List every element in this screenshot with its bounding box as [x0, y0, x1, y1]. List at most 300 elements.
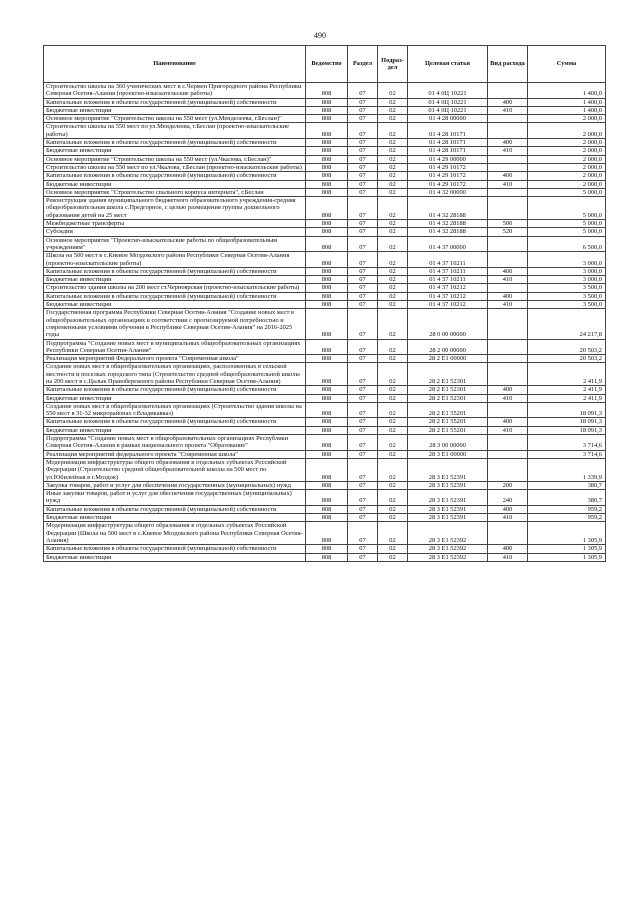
cell-podrazdel: 02	[378, 83, 408, 99]
cell-summa: 2 000,0	[528, 180, 606, 188]
cell-vedomstvo: 808	[306, 355, 348, 363]
cell-summa: 3 714,6	[528, 435, 606, 451]
cell-summa: 3 500,0	[528, 292, 606, 300]
cell-vedomstvo: 808	[306, 292, 348, 300]
cell-celevaya-statya: 01 4 0Ц 10221	[408, 83, 488, 99]
cell-vedomstvo: 808	[306, 458, 348, 481]
table-row	[44, 386, 606, 394]
cell-vedomstvo: 808	[306, 363, 348, 386]
cell-name: Реконструкция здания муниципального бюджетного образовательного учреждения-средняя общеобразовательная школа с.Предгорное, с целью размещения группы дошкольного образования детей на 25 мест	[44, 197, 306, 220]
cell-summa: 1 305,9	[528, 522, 606, 545]
cell-summa: 3 714,6	[528, 450, 606, 458]
cell-celevaya-statya: 01 4 28 00000	[408, 115, 488, 123]
cell-name: Основное мероприятие "Проектно-изыскательские работы по общеобразовательным учреждениям"	[44, 236, 306, 252]
cell-name: Строительство школы на 550 мест по ул.Чкалова, г.Беслан (проектно-изыскательские работы)	[44, 163, 306, 171]
table-row	[44, 545, 606, 553]
cell-celevaya-statya: 28 2 E1 55201	[408, 402, 488, 418]
cell-vid-rashoda: 410	[488, 276, 528, 284]
cell-celevaya-statya: 28 3 00 00000	[408, 435, 488, 451]
cell-vedomstvo: 808	[306, 188, 348, 196]
cell-podrazdel: 02	[378, 309, 408, 339]
cell-podrazdel: 02	[378, 276, 408, 284]
table-row	[44, 309, 606, 339]
cell-razdel: 07	[348, 339, 378, 355]
cell-name: Создание новых мест в общеобразовательных организациях (Строительство здания школы на 550 мест в 31-32 микрорайонах г.Владикавказ)	[44, 402, 306, 418]
cell-celevaya-statya: 28 3 E1 52391	[408, 481, 488, 489]
cell-celevaya-statya: 01 4 29 10172	[408, 163, 488, 171]
cell-podrazdel: 02	[378, 402, 408, 418]
cell-name: Капитальные вложения в объекты государственной (муниципальной) собственности	[44, 545, 306, 553]
cell-vid-rashoda	[488, 197, 528, 220]
table-row	[44, 115, 606, 123]
cell-vedomstvo: 808	[306, 481, 348, 489]
table-row	[44, 450, 606, 458]
cell-vid-rashoda	[488, 363, 528, 386]
cell-razdel: 07	[348, 402, 378, 418]
cell-vid-rashoda: 410	[488, 394, 528, 402]
cell-razdel: 07	[348, 163, 378, 171]
cell-name: Бюджетные инвестиции	[44, 553, 306, 561]
cell-razdel: 07	[348, 505, 378, 513]
cell-podrazdel: 02	[378, 418, 408, 426]
cell-podrazdel: 02	[378, 458, 408, 481]
cell-name: Бюджетные инвестиции	[44, 301, 306, 309]
table-row	[44, 252, 606, 268]
table-row	[44, 363, 606, 386]
cell-celevaya-statya: 28 2 E1 55201	[408, 426, 488, 434]
table-row	[44, 458, 606, 481]
table-row	[44, 98, 606, 106]
cell-vedomstvo: 808	[306, 514, 348, 522]
cell-summa: 1 400,0	[528, 98, 606, 106]
table-row	[44, 155, 606, 163]
cell-razdel: 07	[348, 514, 378, 522]
table-row	[44, 426, 606, 434]
table-row	[44, 284, 606, 292]
cell-vedomstvo: 808	[306, 139, 348, 147]
cell-celevaya-statya: 01 4 0Ц 10221	[408, 106, 488, 114]
cell-vedomstvo: 808	[306, 252, 348, 268]
cell-name: Бюджетные инвестиции	[44, 180, 306, 188]
cell-podrazdel: 02	[378, 267, 408, 275]
cell-vedomstvo: 808	[306, 83, 348, 99]
cell-celevaya-statya: 01 4 37 10212	[408, 284, 488, 292]
cell-name: Капитальные вложения в объекты государственной (муниципальной) собственности	[44, 386, 306, 394]
cell-name: Субсидии	[44, 228, 306, 236]
cell-vid-rashoda: 400	[488, 292, 528, 300]
table-header-row	[44, 46, 606, 83]
cell-razdel: 07	[348, 188, 378, 196]
cell-vid-rashoda	[488, 339, 528, 355]
cell-name: Модернизация инфраструктуры общего образования в отдельных субъектах Российской Федерации (Строительство средней общеобразовательной школы на 500 мест по ул.Юбилейная в г.Моздок)	[44, 458, 306, 481]
cell-vedomstvo: 808	[306, 147, 348, 155]
table-row	[44, 339, 606, 355]
cell-summa: 6 500,0	[528, 236, 606, 252]
cell-summa: 2 000,0	[528, 147, 606, 155]
table-row	[44, 220, 606, 228]
cell-vedomstvo: 808	[306, 228, 348, 236]
cell-razdel: 07	[348, 106, 378, 114]
cell-vid-rashoda: 410	[488, 106, 528, 114]
cell-vid-rashoda: 200	[488, 481, 528, 489]
cell-vid-rashoda	[488, 83, 528, 99]
cell-vedomstvo: 808	[306, 163, 348, 171]
cell-razdel: 07	[348, 309, 378, 339]
cell-vedomstvo: 808	[306, 545, 348, 553]
cell-vid-rashoda: 400	[488, 545, 528, 553]
cell-vid-rashoda: 400	[488, 172, 528, 180]
cell-vedomstvo: 808	[306, 180, 348, 188]
cell-name: Основное мероприятие "Строительство спального корпуса интерната", г.Беслан	[44, 188, 306, 196]
cell-name: Капитальные вложения в объекты государственной (муниципальной) собственности	[44, 292, 306, 300]
cell-razdel: 07	[348, 292, 378, 300]
cell-celevaya-statya: 01 4 37 10211	[408, 252, 488, 268]
cell-summa: 1 339,9	[528, 458, 606, 481]
cell-name: Капитальные вложения в объекты государственной (муниципальной) собственности	[44, 267, 306, 275]
cell-summa: 3 500,0	[528, 284, 606, 292]
cell-podrazdel: 02	[378, 163, 408, 171]
cell-name: Бюджетные инвестиции	[44, 276, 306, 284]
cell-podrazdel: 02	[378, 155, 408, 163]
cell-podrazdel: 02	[378, 386, 408, 394]
cell-vedomstvo: 808	[306, 98, 348, 106]
cell-vid-rashoda: 400	[488, 418, 528, 426]
table-row	[44, 276, 606, 284]
table-row	[44, 180, 606, 188]
cell-summa: 2 000,0	[528, 163, 606, 171]
cell-summa: 5 000,0	[528, 197, 606, 220]
cell-vid-rashoda	[488, 155, 528, 163]
cell-vid-rashoda: 410	[488, 426, 528, 434]
table-row	[44, 267, 606, 275]
cell-summa: 2 000,0	[528, 155, 606, 163]
cell-name: Школа на 500 мест в с.Киевое Моздокского района Республики Северная Осетия-Алания (проектно-изыскательские работы)	[44, 252, 306, 268]
cell-podrazdel: 02	[378, 172, 408, 180]
cell-name: Подпрограмма "Создание новых мест в общеобразовательных организациях Республики Северная Осетия-Алания в рамках национального проекта "Образование"	[44, 435, 306, 451]
cell-razdel: 07	[348, 147, 378, 155]
cell-name: Модернизация инфраструктуры общего образования в отдельных субъектах Российской Федерации (Школа на 500 мест в с.Киевое Моздокского района Республики Северная Осетия-Алания)	[44, 522, 306, 545]
cell-podrazdel: 02	[378, 490, 408, 506]
cell-razdel: 07	[348, 267, 378, 275]
cell-podrazdel: 02	[378, 435, 408, 451]
cell-summa: 24 217,8	[528, 309, 606, 339]
cell-summa: 1 305,9	[528, 553, 606, 561]
cell-razdel: 07	[348, 522, 378, 545]
cell-vid-rashoda	[488, 522, 528, 545]
table-row	[44, 301, 606, 309]
column-header-vid-rashoda: Вид расхода	[488, 46, 528, 83]
cell-celevaya-statya: 01 4 37 10212	[408, 301, 488, 309]
cell-razdel: 07	[348, 450, 378, 458]
cell-podrazdel: 02	[378, 123, 408, 139]
cell-podrazdel: 02	[378, 553, 408, 561]
cell-vid-rashoda	[488, 458, 528, 481]
cell-razdel: 07	[348, 115, 378, 123]
cell-celevaya-statya: 28 3 E1 52392	[408, 545, 488, 553]
cell-podrazdel: 02	[378, 514, 408, 522]
cell-vid-rashoda: 400	[488, 98, 528, 106]
cell-name: Бюджетные инвестиции	[44, 426, 306, 434]
cell-celevaya-statya: 28 2 E1 00000	[408, 355, 488, 363]
table-row	[44, 505, 606, 513]
cell-summa: 5 000,0	[528, 228, 606, 236]
cell-summa: 380,7	[528, 490, 606, 506]
table-row	[44, 228, 606, 236]
cell-name: Строительство школы на 550 мест по ул.Менделеева, г.Беслан (проектно-изыскательские работы)	[44, 123, 306, 139]
cell-vid-rashoda	[488, 123, 528, 139]
cell-celevaya-statya: 28 0 00 00000	[408, 309, 488, 339]
cell-vedomstvo: 808	[306, 450, 348, 458]
cell-vedomstvo: 808	[306, 435, 348, 451]
cell-name: Основное мероприятие "Строительство школы на 550 мест (ул.Менделеева, г.Беслан)"	[44, 115, 306, 123]
cell-vid-rashoda	[488, 450, 528, 458]
cell-vid-rashoda: 400	[488, 139, 528, 147]
cell-summa: 20 503,2	[528, 355, 606, 363]
table-row	[44, 490, 606, 506]
cell-vid-rashoda: 410	[488, 553, 528, 561]
cell-razdel: 07	[348, 139, 378, 147]
cell-vedomstvo: 808	[306, 418, 348, 426]
cell-celevaya-statya: 28 3 E1 00000	[408, 450, 488, 458]
cell-name: Закупка товаров, работ и услуг для обеспечения государственных (муниципальных) нужд	[44, 481, 306, 489]
cell-summa: 20 503,2	[528, 339, 606, 355]
cell-razdel: 07	[348, 83, 378, 99]
cell-summa: 18 091,3	[528, 426, 606, 434]
cell-celevaya-statya: 01 4 32 28188	[408, 220, 488, 228]
cell-name: Государственная программа Республики Северная Осетия-Алания "Создание новых мест в общеобразовательных организациях в соответствии с прогнозируемой потребностью и современными условиями обучения в Республике Северная Осетия-Алания" на 2016-2025 годы	[44, 309, 306, 339]
cell-vid-rashoda	[488, 309, 528, 339]
column-header-summa: Сумма	[528, 46, 606, 83]
cell-celevaya-statya: 28 3 E1 52392	[408, 553, 488, 561]
cell-podrazdel: 02	[378, 197, 408, 220]
cell-razdel: 07	[348, 386, 378, 394]
page-number: 490	[314, 31, 326, 40]
cell-vid-rashoda: 410	[488, 147, 528, 155]
table-row	[44, 236, 606, 252]
cell-celevaya-statya: 01 4 29 10172	[408, 180, 488, 188]
cell-vid-rashoda	[488, 188, 528, 196]
cell-celevaya-statya: 28 2 E1 52301	[408, 394, 488, 402]
cell-summa: 5 000,0	[528, 220, 606, 228]
cell-vedomstvo: 808	[306, 106, 348, 114]
cell-razdel: 07	[348, 123, 378, 139]
cell-summa: 2 411,9	[528, 363, 606, 386]
cell-summa: 2 000,0	[528, 123, 606, 139]
cell-name: Реализация мероприятий Федерального проекта "Современная школа"	[44, 355, 306, 363]
cell-name: Бюджетные инвестиции	[44, 147, 306, 155]
table-row	[44, 355, 606, 363]
cell-vid-rashoda	[488, 252, 528, 268]
cell-razdel: 07	[348, 394, 378, 402]
cell-razdel: 07	[348, 284, 378, 292]
column-header-podrazdel: Подраз-дел	[378, 46, 408, 83]
cell-vedomstvo: 808	[306, 267, 348, 275]
cell-vedomstvo: 808	[306, 522, 348, 545]
cell-celevaya-statya: 01 4 28 10171	[408, 139, 488, 147]
cell-vedomstvo: 808	[306, 236, 348, 252]
column-header-celevaya-statya: Целевая статья	[408, 46, 488, 83]
cell-celevaya-statya: 28 2 E1 55201	[408, 418, 488, 426]
table-row	[44, 553, 606, 561]
cell-celevaya-statya: 28 3 E1 52391	[408, 490, 488, 506]
cell-name: Капитальные вложения в объекты государственной (муниципальной) собственности	[44, 139, 306, 147]
cell-razdel: 07	[348, 355, 378, 363]
cell-celevaya-statya: 01 4 32 00000	[408, 188, 488, 196]
cell-celevaya-statya: 28 3 E1 52391	[408, 505, 488, 513]
cell-name: Капитальные вложения в объекты государственной (муниципальной) собственности	[44, 98, 306, 106]
cell-vedomstvo: 808	[306, 505, 348, 513]
cell-podrazdel: 02	[378, 301, 408, 309]
cell-vid-rashoda	[488, 355, 528, 363]
cell-vedomstvo: 808	[306, 339, 348, 355]
cell-name: Бюджетные инвестиции	[44, 106, 306, 114]
cell-celevaya-statya: 28 3 E1 52391	[408, 458, 488, 481]
table-row	[44, 435, 606, 451]
cell-name: Капитальные вложения в объекты государственной (муниципальной) собственности	[44, 172, 306, 180]
cell-celevaya-statya: 01 4 29 00000	[408, 155, 488, 163]
cell-summa: 380,7	[528, 481, 606, 489]
cell-vedomstvo: 808	[306, 123, 348, 139]
cell-celevaya-statya: 01 4 28 10171	[408, 147, 488, 155]
cell-vedomstvo: 808	[306, 386, 348, 394]
table-row	[44, 197, 606, 220]
table-row	[44, 106, 606, 114]
table-row	[44, 188, 606, 196]
cell-summa: 1 400,0	[528, 83, 606, 99]
cell-summa: 3 500,0	[528, 301, 606, 309]
cell-celevaya-statya: 01 4 37 10211	[408, 267, 488, 275]
cell-vedomstvo: 808	[306, 155, 348, 163]
cell-name: Создание новых мест в общеобразовательных организациях, расположенных в сельской местности и поселках городского типа (Строительство средней общеобразовательной школы на 200 мест в с.Цалык Правобережного района Республики Северная Осетия-Алания)	[44, 363, 306, 386]
cell-vedomstvo: 808	[306, 490, 348, 506]
table-row	[44, 402, 606, 418]
cell-razdel: 07	[348, 228, 378, 236]
cell-razdel: 07	[348, 180, 378, 188]
cell-podrazdel: 02	[378, 426, 408, 434]
cell-summa: 1 400,0	[528, 106, 606, 114]
table-row	[44, 147, 606, 155]
cell-podrazdel: 02	[378, 106, 408, 114]
cell-razdel: 07	[348, 363, 378, 386]
cell-podrazdel: 02	[378, 505, 408, 513]
cell-razdel: 07	[348, 197, 378, 220]
cell-vid-rashoda	[488, 163, 528, 171]
cell-razdel: 07	[348, 276, 378, 284]
column-header-vedomstvo: Ведомство	[306, 46, 348, 83]
cell-razdel: 07	[348, 220, 378, 228]
column-header-name: Наименование	[44, 46, 306, 83]
cell-celevaya-statya: 01 4 0Ц 10221	[408, 98, 488, 106]
cell-podrazdel: 02	[378, 188, 408, 196]
cell-podrazdel: 02	[378, 450, 408, 458]
cell-summa: 2 000,0	[528, 139, 606, 147]
cell-vedomstvo: 808	[306, 402, 348, 418]
cell-vid-rashoda	[488, 115, 528, 123]
cell-vedomstvo: 808	[306, 220, 348, 228]
cell-celevaya-statya: 01 4 37 00000	[408, 236, 488, 252]
cell-podrazdel: 02	[378, 355, 408, 363]
cell-podrazdel: 02	[378, 522, 408, 545]
cell-summa: 18 091,3	[528, 402, 606, 418]
cell-vid-rashoda	[488, 284, 528, 292]
cell-podrazdel: 02	[378, 228, 408, 236]
cell-razdel: 07	[348, 252, 378, 268]
cell-celevaya-statya: 01 4 37 10212	[408, 292, 488, 300]
cell-vedomstvo: 808	[306, 394, 348, 402]
cell-podrazdel: 02	[378, 147, 408, 155]
cell-vid-rashoda: 400	[488, 267, 528, 275]
cell-celevaya-statya: 28 2 E1 52301	[408, 363, 488, 386]
table-row	[44, 514, 606, 522]
table-row	[44, 83, 606, 99]
cell-name: Основное мероприятие "Строительство школы на 550 мест (ул.Чкалова, г.Беслан)"	[44, 155, 306, 163]
cell-podrazdel: 02	[378, 284, 408, 292]
cell-name: Бюджетные инвестиции	[44, 514, 306, 522]
cell-vedomstvo: 808	[306, 301, 348, 309]
cell-vid-rashoda: 400	[488, 505, 528, 513]
cell-name: Подпрограмма "Создание новых мест в муниципальных общеобразовательных организациях Республики Северная Осетия-Алания"	[44, 339, 306, 355]
cell-vid-rashoda	[488, 402, 528, 418]
cell-razdel: 07	[348, 545, 378, 553]
cell-podrazdel: 02	[378, 115, 408, 123]
cell-summa: 959,2	[528, 505, 606, 513]
cell-podrazdel: 02	[378, 139, 408, 147]
cell-summa: 18 091,3	[528, 418, 606, 426]
cell-celevaya-statya: 01 4 37 10211	[408, 276, 488, 284]
cell-podrazdel: 02	[378, 292, 408, 300]
cell-vedomstvo: 808	[306, 284, 348, 292]
cell-vedomstvo: 808	[306, 309, 348, 339]
cell-summa: 2 000,0	[528, 115, 606, 123]
table-body	[44, 83, 606, 562]
cell-razdel: 07	[348, 481, 378, 489]
cell-vedomstvo: 808	[306, 426, 348, 434]
cell-name: Бюджетные инвестиции	[44, 394, 306, 402]
cell-summa: 3 000,0	[528, 252, 606, 268]
cell-vid-rashoda: 500	[488, 220, 528, 228]
cell-name: Капитальные вложения в объекты государственной (муниципальной) собственности	[44, 505, 306, 513]
cell-name: Строительство здания школы на 200 мест ст.Черноярская (проектно-изыскательские работы)	[44, 284, 306, 292]
cell-name: Межбюджетные трансферты	[44, 220, 306, 228]
cell-name: Реализация мероприятий федерального проекта "Современная школа"	[44, 450, 306, 458]
cell-razdel: 07	[348, 553, 378, 561]
cell-name: Строительство школы на 360 ученических мест в с.Чермен Пригородного района Республики Северная Осетия-Алания (проектно-изыскательские работы)	[44, 83, 306, 99]
cell-vid-rashoda: 410	[488, 180, 528, 188]
cell-razdel: 07	[348, 172, 378, 180]
cell-vedomstvo: 808	[306, 115, 348, 123]
cell-vid-rashoda	[488, 236, 528, 252]
cell-vid-rashoda: 240	[488, 490, 528, 506]
cell-celevaya-statya: 28 2 00 00000	[408, 339, 488, 355]
cell-podrazdel: 02	[378, 252, 408, 268]
table-row	[44, 163, 606, 171]
cell-podrazdel: 02	[378, 180, 408, 188]
cell-vid-rashoda: 400	[488, 386, 528, 394]
cell-name: Иные закупки товаров, работ и услуг для обеспечения государственных (муниципальных) нужд	[44, 490, 306, 506]
cell-podrazdel: 02	[378, 220, 408, 228]
table-row	[44, 123, 606, 139]
cell-razdel: 07	[348, 155, 378, 163]
cell-summa: 1 305,9	[528, 545, 606, 553]
cell-celevaya-statya: 01 4 32 28188	[408, 197, 488, 220]
cell-razdel: 07	[348, 236, 378, 252]
cell-razdel: 07	[348, 435, 378, 451]
cell-celevaya-statya: 01 4 32 28188	[408, 228, 488, 236]
cell-razdel: 07	[348, 301, 378, 309]
cell-podrazdel: 02	[378, 363, 408, 386]
cell-summa: 2 411,9	[528, 394, 606, 402]
cell-summa: 959,2	[528, 514, 606, 522]
